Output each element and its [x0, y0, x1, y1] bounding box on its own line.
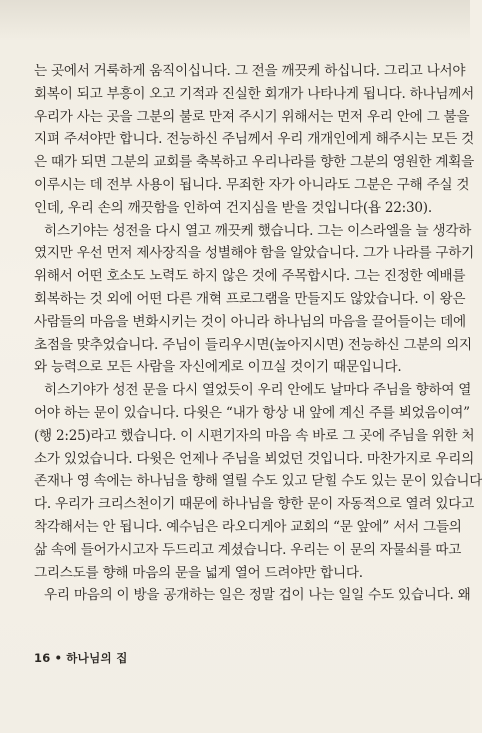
text-line: 였지만 우선 먼저 제사장직을 성별해야 함을 알았습니다. 그가 나라를 구하기 [34, 245, 475, 262]
text-line: 은 때가 되면 그분의 교회를 축복하고 우리나라를 향한 그분의 영원한 계획을 [34, 154, 475, 171]
text-line: 지펴 주셔야만 합니다. 전능하신 주님께서 우리 개개인에게 해주시는 모든 것 [34, 131, 475, 148]
text-line: 이루시는 데 전부 사용이 됩니다. 무죄한 자가 아니라도 그분은 구해 주실 것 [34, 176, 470, 193]
text-line: 삶 속에 들어가시고자 두드리고 계셨습니다. 우리는 이 문의 자물쇠를 따고 [34, 541, 462, 558]
text-line: 위해서 어떤 호소도 노력도 하지 않은 것에 주목합시다. 그는 진정한 예배를 [34, 268, 466, 285]
text-line: (행 2:25)라고 했습니다. 이 시편기자의 마음 속 바로 그 곳에 주님을 위한 처 [34, 427, 475, 444]
paragraph-1 [34, 60, 475, 220]
text-line: 인데, 우리 손의 깨끗함을 인하여 건지심을 받을 것입니다(욥 22:30). [34, 199, 432, 216]
text-line: 초점을 맞추었습니다. 주님이 들리우시면(높아지시면) 전능하신 그분의 의지 [34, 336, 472, 353]
text-line: 소가 있었습니다. 다윗은 언제나 주님을 뵈었던 것입니다. 마찬가지로 우리의 [34, 450, 475, 467]
text-line: 히스기야가 성전 문을 다시 열었듯이 우리 안에도 날마다 주님을 향하여 열 [44, 382, 472, 399]
body-text [34, 60, 482, 607]
text-line: 우리 마음의 이 방을 공개하는 일은 정말 겁이 나는 일일 수도 있습니다. 왜 [44, 587, 471, 604]
text-line: 그리스도를 향해 마음의 문을 넓게 열어 드려야만 합니다. [34, 564, 363, 581]
text-line: 우리가 사는 곳을 그분의 불로 만져 주시기 위해서는 먼저 우리 안에 그 불을 [34, 108, 470, 125]
text-line: 와 능력으로 모든 사람을 자신에게로 이끄실 것이기 때문입니다. [34, 359, 402, 376]
page-number: 16 [34, 651, 51, 665]
footer-separator: • [54, 651, 63, 665]
text-line: 사람들의 마음을 변화시키는 것이 아니라 하나님의 마음을 끌어들이는 데에 [34, 313, 466, 330]
page-footer [34, 650, 128, 666]
text-line: 존재나 영 속에는 하나님을 향해 열릴 수도 있고 닫힐 수도 있는 문이 있습니다 [34, 473, 482, 490]
text-line: 어야 하는 문이 있습니다. 다윗은 “내가 항상 내 앞에 계신 주를 뵈었음이여” [34, 404, 470, 421]
paragraph-2 [34, 220, 475, 380]
paragraph-3 [34, 379, 482, 584]
text-line: 회복하는 것 외에 어떤 다른 개혁 프로그램을 만들지도 않았습니다. 이 왕은 [34, 290, 466, 307]
text-line: 다. 우리가 크리스천이기 때문에 하나님을 향한 문이 자동적으로 열려 있다고 [34, 496, 475, 513]
text-line: 회복이 되고 부흥이 오고 기적과 진실한 회개가 나타나게 됩니다. 하나님께서 [34, 85, 475, 102]
paragraph-4 [34, 584, 471, 607]
text-line: 히스기야는 성전을 다시 열고 깨끗케 했습니다. 그는 이스라엘을 늘 생각하 [44, 222, 472, 239]
book-title: 하나님의 집 [66, 651, 128, 665]
page-top-shadow [0, 0, 470, 40]
text-line: 착각해서는 안 됩니다. 예수님은 라오디게아 교회의 “문 앞에” 서서 그들의 [34, 518, 462, 535]
text-line: 는 곳에서 거룩하게 움직이십니다. 그 전을 깨끗케 하십니다. 그리고 나서야 [34, 63, 466, 79]
